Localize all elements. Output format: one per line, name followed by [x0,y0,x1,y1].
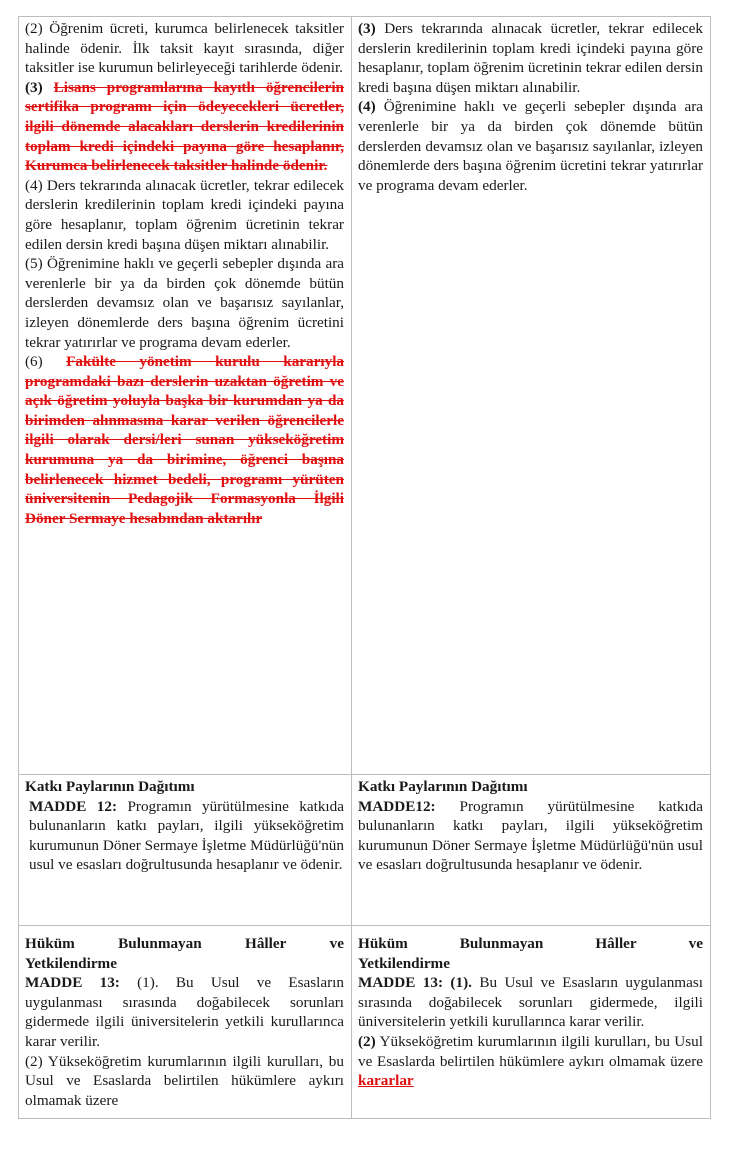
deleted-text: Fakülte yönetim kurulu kararıyla programdaki bazı derslerin uzaktan öğretim ve açık öğretim yoluyla başka bir kurumdan ya da birimden alınmasına karar verilen öğrencilerle ilgili olarak dersi/leri sunan yükseköğretim kurumuna ya da birimine, öğrenci başına belirlenecek hizmet bedeli, programı yürüten üniversitenin Pedagojik Formasyonla İlgili Döner Sermaye hesabından aktarılır [25,353,345,527]
paragraph-text: Ders tekrarında alınacak ücretler, tekrar edilecek derslerin kredilerinin toplam kredi içindeki payına göre hesaplanır, toplam öğrenim ücretinin tekrar edilen dersin kredi başına düşen miktarı alınabilir. [358,20,703,96]
deleted-text: Lisans programlarına kayıtlı öğrencilerin sertifika programı için ödeyecekleri ücretler, ilgili dönemde alacakları derslerin kredilerinin toplam kredi içindeki payına göre hesaplanır, Kurumca belirlenecek taksitler halinde ödenir. [25,78,345,175]
section-heading-line2: Yetkilendirme [358,954,450,972]
paragraph-text: Yükseköğretim kurumlarının ilgili kurulları, bu Usul ve Esaslarda belirtilen hükümlere aykırı olmamak üzere [358,1032,703,1070]
left-cell-authorization [19,926,352,1119]
paragraph-2: (2) Yükseköğretim kurumlarının ilgili kurulları, bu Usul ve Esaslarda belirtilen hükümlere aykırı olmamak üzere [25,1052,344,1109]
article-text: Programın yürütülmesine katkıda bulunanların katkı payları, ilgili yükseköğretim kurumunun Döner Sermaye İşletme Müdürlüğü'nün usul ve esasları doğrultusunda hesaplanır ve ödenir. [358,797,703,874]
paragraph-number: (1). [450,974,472,992]
section-heading: Hüküm Bulunmayan Hâller ve [358,935,703,952]
paragraph-4: (4) Ders tekrarında alınacak ücretler, tekrar edilecek derslerin kredilerinin toplam kredi içindeki payına göre hesaplanır, toplam öğrenim ücretinin tekrar edilen dersin kredi başına düşen miktarı alınabilir. [25,176,344,253]
section-heading: Hüküm Bulunmayan Hâller ve [25,935,344,952]
article-text: Programın yürütülmesine katkıda bulunanların katkı payları, ilgili yükseköğretim kurumunun Döner Sermaye İşletme Müdürlüğü'nün usul ve esasları doğrultusunda hesaplanır ve ödenir. [29,797,344,874]
table-row [19,775,711,926]
table-row [19,926,711,1119]
paragraph-2: (2) Öğrenim ücreti, kurumca belirlenecek taksitler halinde ödenir. İlk taksit kayıt sırasında, diğer taksitler ise kurumun belirleyeceği tarihlerde ödenir. [25,20,344,77]
paragraph-number: (4) [358,98,376,116]
section-heading-line2: Yetkilendirme [25,954,117,972]
section-heading: Katkı Paylarının Dağıtımı [358,778,528,795]
right-cell-authorization [352,926,711,1119]
article-label: MADDE 13: [358,974,444,992]
left-cell-fees [19,17,352,775]
paragraph-2 [358,1032,703,1091]
article-13 [25,973,344,1051]
article-13 [358,973,703,1032]
paragraph-5: (5) Öğrenimine haklı ve geçerli sebepler dışında ara verenlerle bir ya da birden çok dönemde bütün derslerden devamsız olan ve başarısız sayılanlar, izleyen dönemlerde ders başına öğrenim ücretini tekrar yatırırlar ve programa devam ederler. [25,255,344,351]
paragraph-4 [358,97,703,195]
paragraph-text: Bu Usul ve Esasların uygulanması sırasında doğabilecek sorunları gidermede, ilgili üniversitelerin yetkili kurullarınca karar verilir. [358,974,703,1031]
paragraph-text: Öğrenimine haklı ve geçerli sebepler dışında ara verenlerle bir ya da birden çok dönemde bütün derslerden devamsız olan ve başarısız sayılanlar, izleyen dönemlerde ders başına öğrenim ücretini tekrar yatırırlar ve programa devam ederler. [358,98,703,194]
left-cell-contribution [19,775,352,926]
comparison-table [18,16,711,1119]
right-cell-contribution [352,775,711,926]
section-heading: Katkı Paylarının Dağıtımı [25,778,195,795]
article-label: MADDE12: [358,797,436,815]
paragraph-number: (3) [25,78,43,96]
paragraph-3-deleted [25,78,344,176]
paragraph-number: (6) [25,353,43,371]
paragraph-6-deleted [25,352,344,528]
article-label: MADDE 12: [29,797,118,815]
paragraph-number: (3) [358,20,376,37]
article-label: MADDE 13: [25,974,120,992]
right-cell-fees [352,17,711,775]
table-row [19,17,711,775]
paragraph-number: (2) [358,1032,376,1050]
paragraph-3 [358,19,703,97]
paragraph-text: (1). Bu Usul ve Esasların uygulanması sırasında doğabilecek sorunları gidermede ilgili üniversitelerin yetkili kurullarınca karar verilir. [25,974,344,1050]
article-12 [358,797,703,875]
added-text: kararlar [358,1072,414,1090]
article-12 [25,797,344,875]
